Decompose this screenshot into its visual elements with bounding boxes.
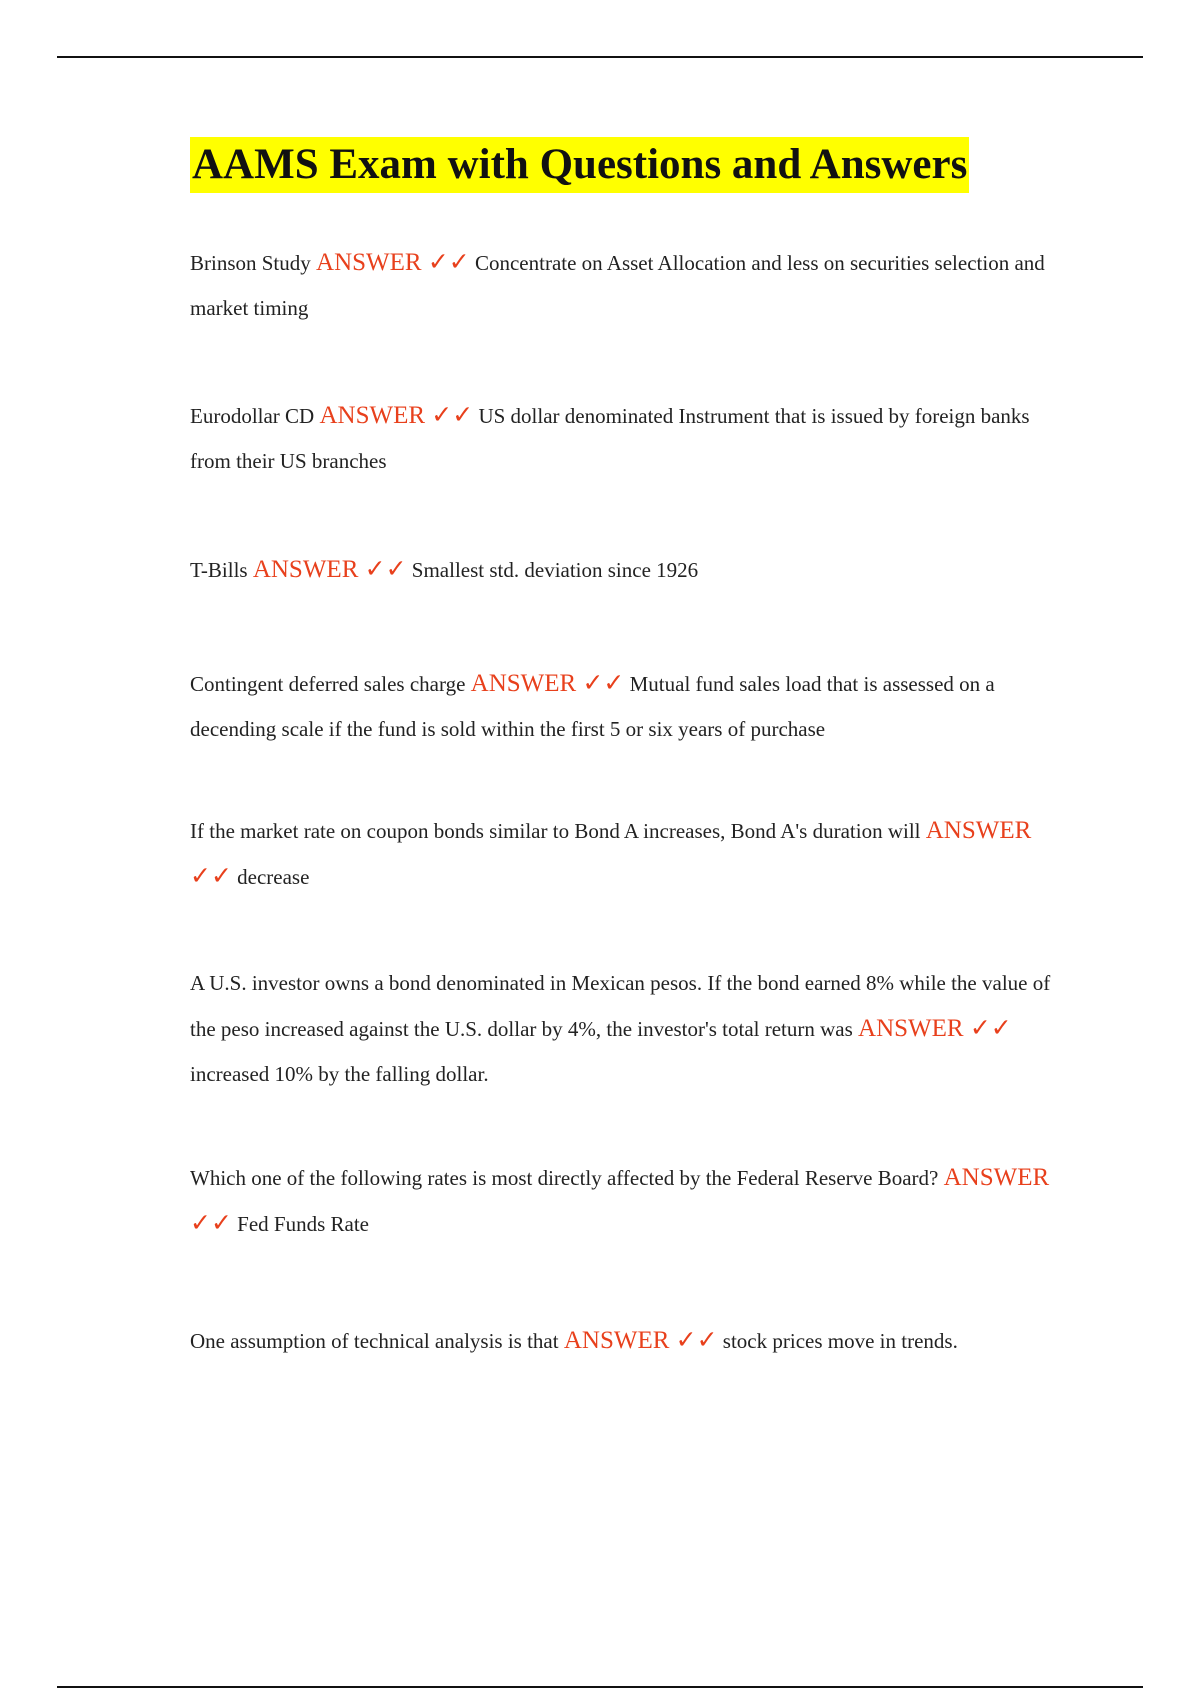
- answer-marker: ANSWER ✓✓: [563, 1327, 718, 1354]
- question-text: If the market rate on coupon bonds similar to Bond A increases, Bond A's duration will: [190, 819, 921, 843]
- answer-marker: ANSWER ✓✓: [316, 249, 470, 276]
- document-title: AAMS Exam with Questions and Answers: [190, 137, 969, 193]
- answer-text: increased 10% by the falling dollar.: [190, 1062, 489, 1086]
- qa-item: [190, 240, 1070, 331]
- qa-item: [190, 1155, 1070, 1247]
- question-text: T-Bills: [190, 558, 248, 582]
- bottom-rule: [57, 1686, 1143, 1688]
- question-text: One assumption of technical analysis is that: [190, 1329, 559, 1353]
- answer-text: Fed Funds Rate: [237, 1212, 369, 1236]
- answer-marker: ANSWER ✓✓: [470, 670, 625, 697]
- question-text: Brinson Study: [190, 251, 311, 275]
- question-text: Eurodollar CD: [190, 404, 315, 428]
- question-text: A U.S. investor owns a bond denominated in Mexican pesos. If the bond earned 8% while the value of the peso increased against the U.S. dollar by 4%, the investor's total return was: [190, 971, 1051, 1041]
- answer-marker: ANSWER ✓✓: [190, 1164, 1050, 1237]
- qa-item: [190, 1318, 1070, 1364]
- top-rule: [57, 56, 1143, 58]
- answer-text: US dollar denominated Instrument that is issued by foreign banks from their US branches: [190, 404, 1030, 473]
- title-container: [190, 137, 969, 193]
- answer-text: stock prices move in trends.: [722, 1329, 958, 1353]
- answer-marker: ANSWER ✓✓: [190, 817, 1032, 890]
- qa-item: [190, 547, 1070, 593]
- qa-item: [190, 393, 1070, 484]
- question-text: Which one of the following rates is most directly affected by the Federal Reserve Board?: [190, 1166, 939, 1190]
- qa-item: [190, 808, 1070, 900]
- answer-marker: ANSWER ✓✓: [858, 1015, 1012, 1042]
- qa-item: [190, 661, 1070, 752]
- answer-text: decrease: [237, 865, 310, 889]
- answer-text: Mutual fund sales load that is assessed on a decending scale if the fund is sold within the first 5 or six years of purchase: [190, 672, 995, 741]
- answer-marker: ANSWER ✓✓: [252, 556, 407, 583]
- answer-text: Concentrate on Asset Allocation and less on securities selection and market timing: [190, 251, 1045, 320]
- answer-text: Smallest std. deviation since 1926: [411, 558, 699, 582]
- question-text: Contingent deferred sales charge: [190, 672, 466, 696]
- answer-marker: ANSWER ✓✓: [319, 402, 474, 429]
- qa-item: [190, 961, 1070, 1097]
